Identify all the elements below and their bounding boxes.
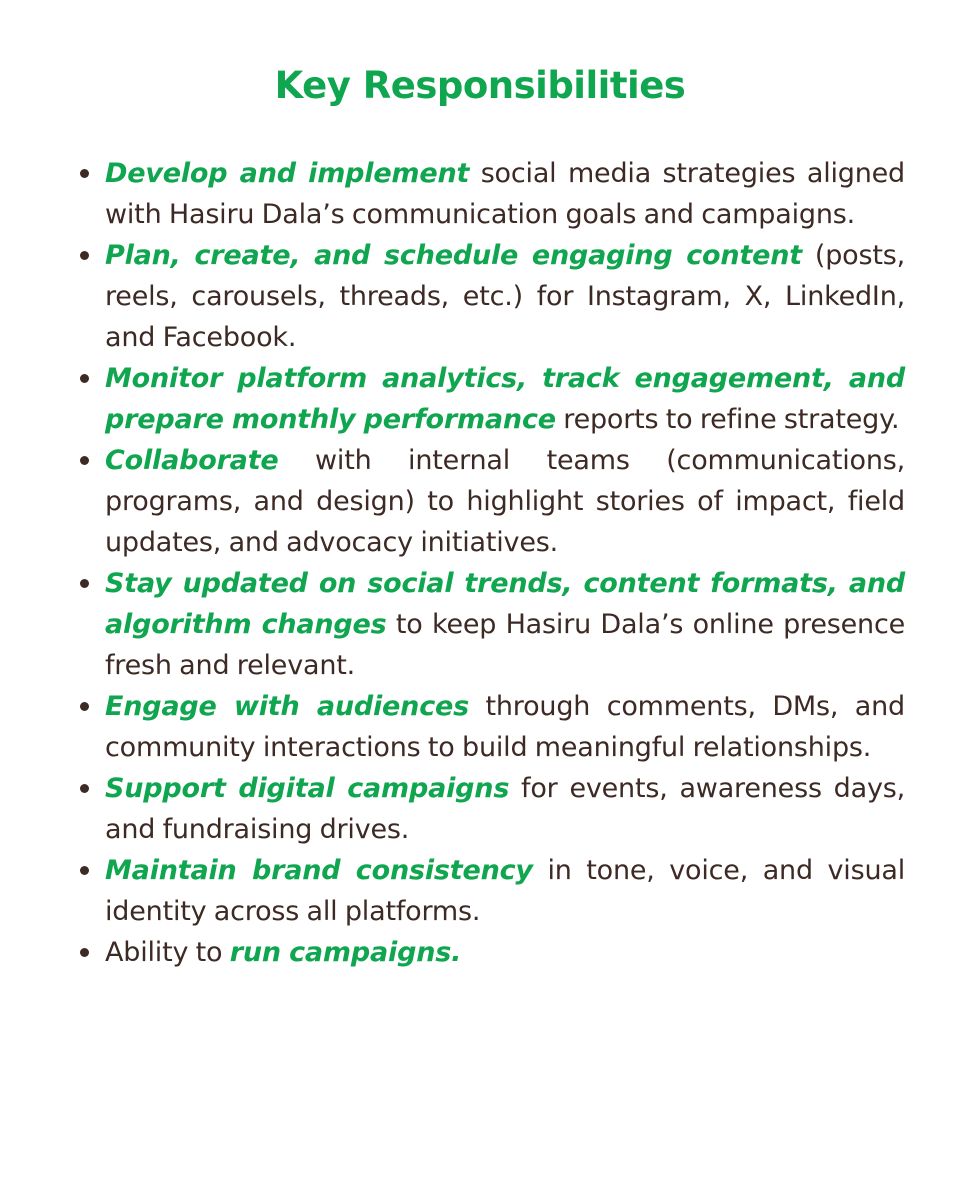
- page-title: Key Responsibilities: [274, 64, 686, 107]
- item-text: reports to refine strategy.: [555, 404, 900, 435]
- list-item: [105, 153, 905, 235]
- item-highlight: Support digital campaigns: [105, 773, 510, 804]
- item-text: through comments, DMs, and community interactions to build meaningful relationships.: [105, 691, 905, 763]
- item-highlight: Stay updated on social trends, content formats, and algorithm changes: [105, 568, 905, 640]
- item-text: (posts, reels, carousels, threads, etc.) for Instagram, X, LinkedIn, and Facebook.: [105, 240, 905, 353]
- bullet-icon: [80, 374, 89, 383]
- item-text: with internal teams (communications, programs, and design) to highlight stories of impact, field updates, and advocacy initiatives.: [105, 445, 905, 558]
- item-text: to keep Hasiru Dala’s online presence fresh and relevant.: [105, 609, 905, 681]
- bullet-icon: [80, 866, 89, 875]
- item-text: in tone, voice, and visual identity across all platforms.: [105, 855, 906, 927]
- item-highlight: Develop and implement: [105, 158, 470, 189]
- list-item: [105, 235, 905, 358]
- list-item: [105, 768, 905, 850]
- list-item: [105, 686, 905, 768]
- bullet-icon: [80, 702, 89, 711]
- bullet-icon: [80, 784, 89, 793]
- bullet-icon: [80, 251, 89, 260]
- bullet-icon: [80, 456, 89, 465]
- bullet-icon: [80, 169, 89, 178]
- bullet-icon: [80, 579, 89, 588]
- item-highlight: Monitor platform analytics, track engagement, and prepare monthly performance: [105, 363, 905, 435]
- list-item: [105, 440, 905, 563]
- list-item: [105, 850, 905, 932]
- item-highlight: Collaborate: [105, 445, 279, 476]
- responsibilities-list: [105, 153, 905, 973]
- item-text: social media strategies aligned with Hasiru Dala’s communication goals and campaigns.: [105, 158, 905, 230]
- item-highlight: Maintain brand consistency: [105, 855, 533, 886]
- item-highlight: Plan, create, and schedule engaging content: [105, 240, 802, 271]
- item-highlight: run campaigns.: [229, 937, 462, 968]
- bullet-icon: [80, 948, 89, 957]
- item-highlight: Engage with audiences: [105, 691, 469, 722]
- list-item: [105, 932, 905, 973]
- item-text: for events, awareness days, and fundraising drives.: [105, 773, 905, 845]
- list-item: [105, 358, 905, 440]
- list-item: [105, 563, 905, 686]
- item-prefix: Ability to: [105, 937, 230, 968]
